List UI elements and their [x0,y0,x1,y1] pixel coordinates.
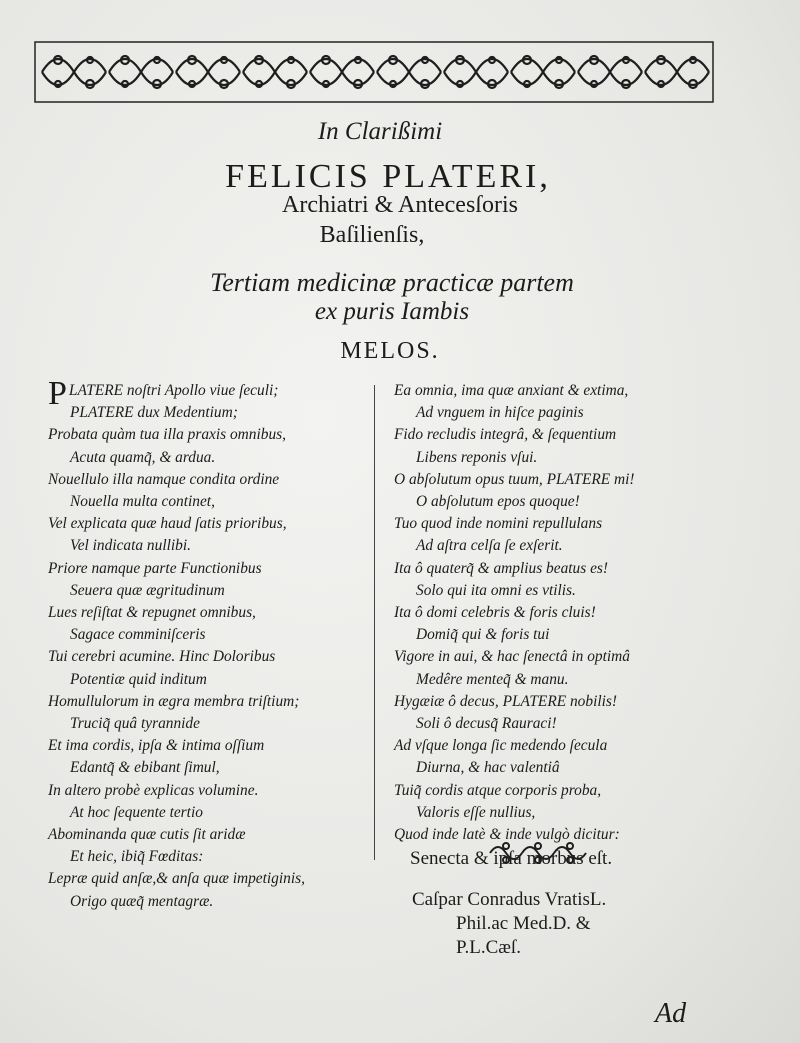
ornament-unit [578,56,642,88]
title-line-1: In Clarißimi [317,118,443,145]
poem-line: Domiq̃ qui & foris tui [416,626,550,644]
signature-line-1: Caſpar Conradus VratisL. [412,889,607,910]
signature-line-2: Phil.ac Med.D. & [456,913,591,934]
poem-line: Potentiæ quid inditum [70,670,207,688]
poem-line: Ita ô quaterq̃ & amplius beatus es! [394,559,609,577]
poem-line: Et ima cordis, ipſa & intima oſſium [48,737,265,755]
poem-line: In altero probè explicas volumine. [48,781,259,799]
ornament-unit [444,56,508,88]
poem-line: Tuo quod inde nomini repullulans [394,515,603,533]
poem-line: Nouellulo illa namque condita ordine [48,470,280,488]
ornament-unit [176,56,240,88]
poem-line: Diurna, & hac valentiâ [416,759,560,777]
poem-line: Lepræ quid anſæ,& anſa quæ impetiginis, [48,870,305,888]
poem-line: Et heic, ibiq̃ Fœditas: [70,848,204,866]
poem-line: Nouella multa continet, [70,493,215,511]
poem-line: Tui cerebri acumine. Hinc Doloribus [48,648,276,666]
poem-line: Quod inde latè & inde vulgò dicitur: [394,826,620,844]
title-line-6: ex puris Iambis [314,298,470,325]
ornament-unit [310,56,374,88]
ornament-unit [109,56,173,88]
poem-line: Soli ô decusq̃ Rauraci! [416,715,557,733]
poem-line: O abſolutum epos quoque! [416,493,580,511]
poem-line: Truciq̃ quâ tyrannide [70,715,200,733]
poem-line: Ad aſtra celſa ſe exſerit. [416,537,563,555]
poem-line: Solo qui ita omni es vtilis. [416,581,576,599]
poem-line: Ad vnguem in hiſce paginis [416,404,584,422]
poem-line: Medêre menteq̃ & manu. [416,670,569,688]
poem-line: Ita ô domi celebris & foris cluis! [394,604,596,622]
poem-right-column [394,380,724,870]
poem-line: Tuiq̃ cordis atque corporis proba, [394,781,602,799]
signature-line-3: P.L.Cæſ. [456,937,521,958]
ornament-unit [243,56,307,88]
poem-line: Ad vſque longa ſic medendo ſecula [394,737,608,755]
poem-line: Vigore in aui, & hac ſenectâ in optimâ [394,648,630,666]
closing-motto: Senecta & ipſa morbus eſt. [410,848,613,870]
poem-line: PLATERE noſtri Apollo viue ſeculi; [48,375,279,412]
poem-line: Vel indicata nullibi. [70,537,191,555]
poem-line: Priore namque parte Functionibus [48,559,262,577]
ornament-unit [645,56,709,88]
title-line-2: FELICIS PLATERI, [225,158,551,195]
title-line-7: MELOS. [340,338,440,364]
poem-line: Lues reſiſtat & repugnet omnibus, [48,604,256,622]
poem-line: Libens reponis vſui. [416,448,538,466]
poem-line: Valoris eſſe nullius, [416,803,536,821]
ornament-unit [377,56,441,88]
decorative-headband [34,40,714,104]
poem-line: O abſolutum opus tuum, PLATERE mi! [394,470,635,488]
poem-left-column [48,375,378,913]
poem-line: Seuera quæ ægritudinum [70,581,225,599]
poem-line: Ea omnia, ima quæ anxiant & extima, [394,382,629,399]
ornament-unit [511,56,575,88]
column-divider [374,385,375,860]
poem-line: PLATERE dux Medentium; [70,404,238,422]
title-line-4: Baſilienſis, [319,222,425,248]
poem-line: Vel explicata quæ haud ſatis prioribus, [48,515,287,533]
poem-line: At hoc ſequente tertio [70,803,203,821]
ornament-unit [42,56,106,88]
poem-line: Probata quàm tua illa praxis omnibus, [48,426,286,444]
fleuron-ornament [486,838,590,868]
catchword: Ad [655,998,687,1029]
poem-line: Acuta quamq̃, & ardua. [70,448,216,466]
poem-line: Hygæiæ ô decus, PLATERE nobilis! [394,692,618,710]
title-line-5: Tertiam medicinæ practicæ partem [210,268,574,297]
poem-line: Fido recludis integrâ, & ſequentium [394,426,617,444]
author-signature [412,888,606,960]
poem-line: Sagace comminiſceris [70,626,206,644]
title-line-3: Archiatri & Antecesſoris [282,192,518,218]
drop-capital: P [48,375,67,412]
poem-line: Abominanda quæ cutis ſit aridæ [48,826,246,844]
poem-line: Origo quæq̃ mentagræ. [70,892,214,910]
poem-line: Edantq̃ & ebibant ſimul, [70,759,220,777]
poem-line: Homullulorum in ægra membra triſtium; [48,692,300,710]
